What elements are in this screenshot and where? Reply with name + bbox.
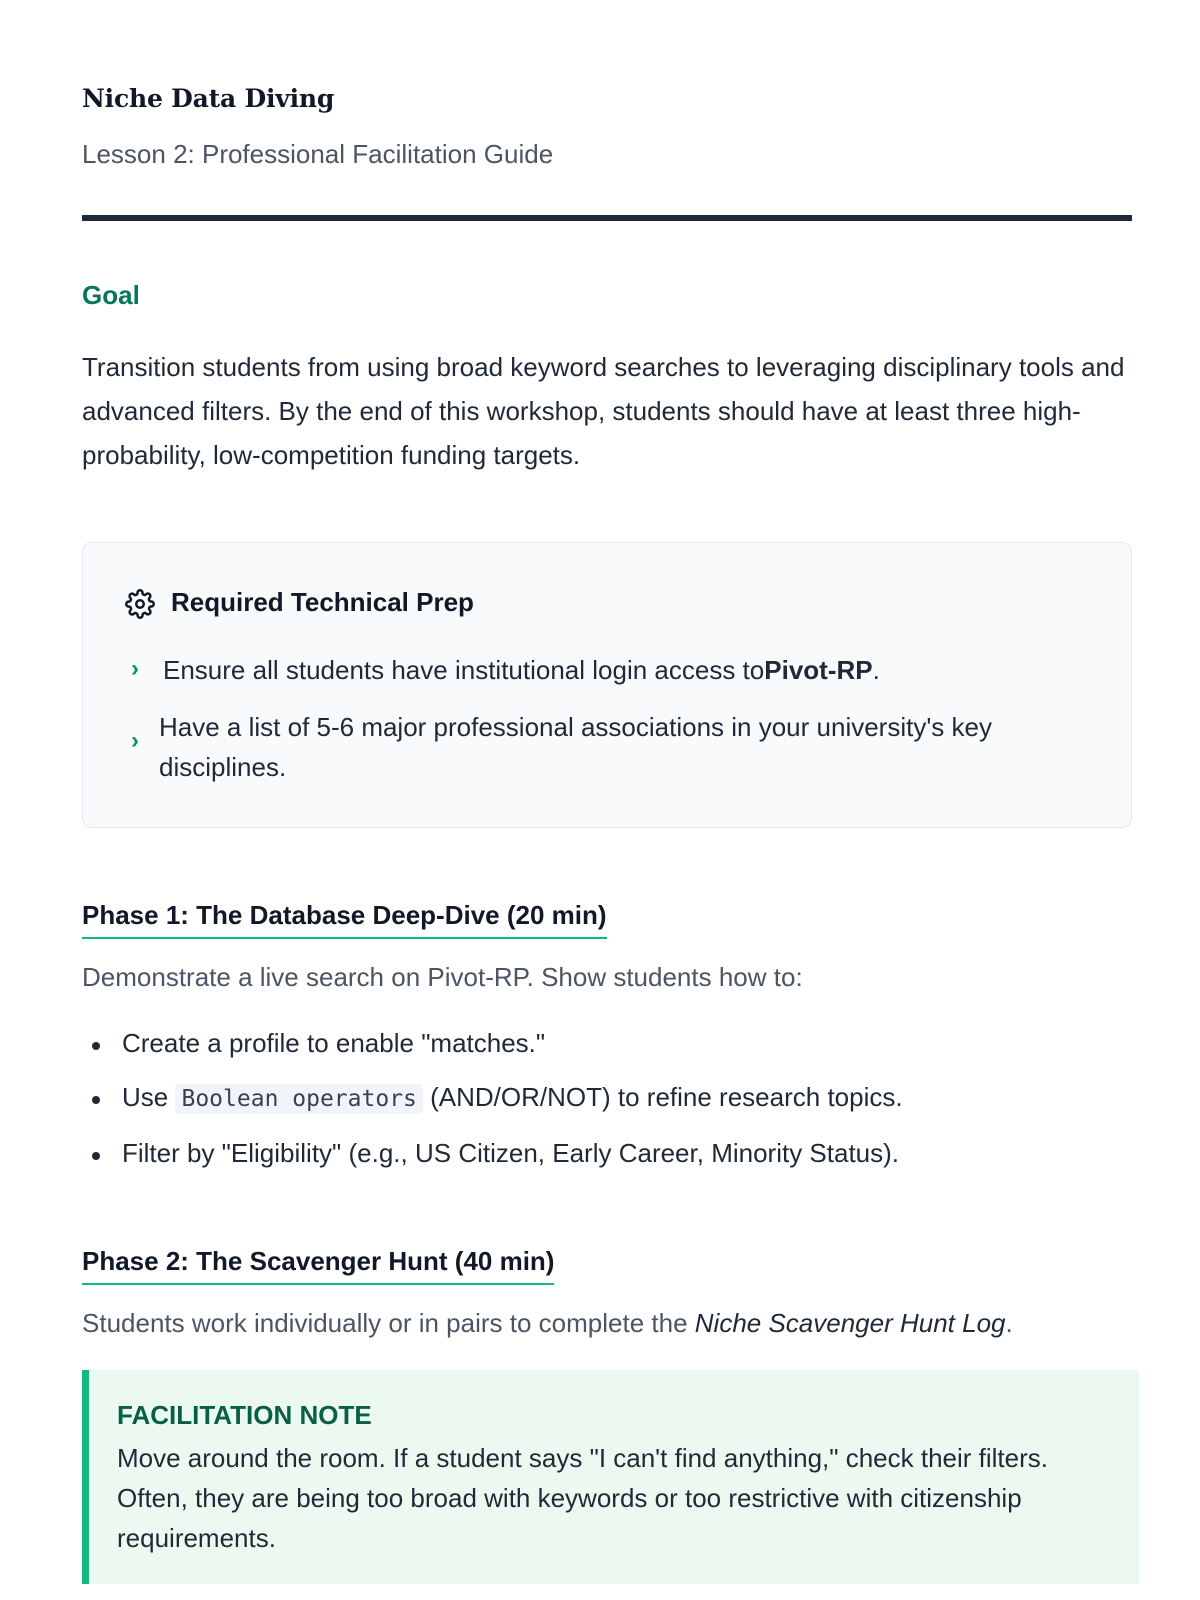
document-subtitle: Lesson 2: Professional Facilitation Guide [82,139,554,169]
chevron-right-icon: › [131,727,139,754]
goal-text: Transition students from using broad keyword searches to leveraging disciplinary tools and advanced filters. By the end of this workshop, students should have at least three high-probability, low-competition funding targets. [82,352,1125,470]
log-title: Niche Scavenger Hunt Log [694,1308,1006,1338]
phase-1-intro: Demonstrate a live search on Pivot-RP. Show students how to: [82,962,803,992]
bullet-dot [92,1096,100,1104]
bullet-dot [92,1042,100,1050]
technical-prep-title: Required Technical Prep [171,587,474,617]
title-divider [82,215,1132,221]
phase-2-heading: Phase 2: The Scavenger Hunt (40 min) [82,1246,554,1285]
goal-heading: Goal [82,280,140,310]
phase-2-intro: Students work individually or in pairs to complete the Niche Scavenger Hunt Log. [82,1308,1013,1338]
facilitation-note [82,1370,1139,1584]
inline-code: Boolean operators [175,1084,422,1114]
prep-item-bold: Pivot-RP [764,655,873,685]
document-title: Niche Data Diving [82,84,335,113]
facilitation-note-label: FACILITATION NOTE [117,1400,372,1430]
prep-item-text: Ensure all students have institutional login access to [163,655,765,685]
chevron-right-icon: › [131,655,139,682]
facilitation-note-text: Move around the room. If a student says "I can't find anything," check their filters. Often, they are being too broad with keywords or too restrictive with citizenship requirements. [117,1443,1048,1553]
phase-1-heading: Phase 1: The Database Deep-Dive (20 min) [82,900,607,939]
prep-item-suffix: . [872,655,880,685]
prep-item-text: Have a list of 5-6 major professional associations in your university's key disciplines. [159,712,992,782]
bullet-dot [92,1152,100,1160]
gear-icon [125,589,155,619]
page: Niche Data Diving Lesson 2: Professional Facilitation Guide Goal Transition students from using broad keyword searches to leveraging disciplinary tools and advanced filters. By the end of this workshop, students should have at least three high-probability, low-competition funding targets. Required Technical Prep › Ensure all students have institutional login access toPivot-RP. › Have a list of 5-6 major professional associations in your university's key disciplines. Phase 1: The Database Deep-Dive (20 min) Demonstrate a live search on Pivot-RP. Show students how to: Create a profile to enable "matches." Use Boolean operators (AND/OR/NOT) to refine research topics. Filter by "Eligibility" (e.g., US Citizen, Early Career, Minority Status). Phase 2: The Scavenger Hunt (40 min) Students work individually or in pairs to complete the Niche Scavenger Hunt Log. FACILITATION NOTE Move around the room. If a student says "I can't find anything," check their filters. Often, they are being too broad with keywords or too restrictive with citizenship requirements. [0,0,1200,1600]
technical-prep-box [82,542,1132,828]
